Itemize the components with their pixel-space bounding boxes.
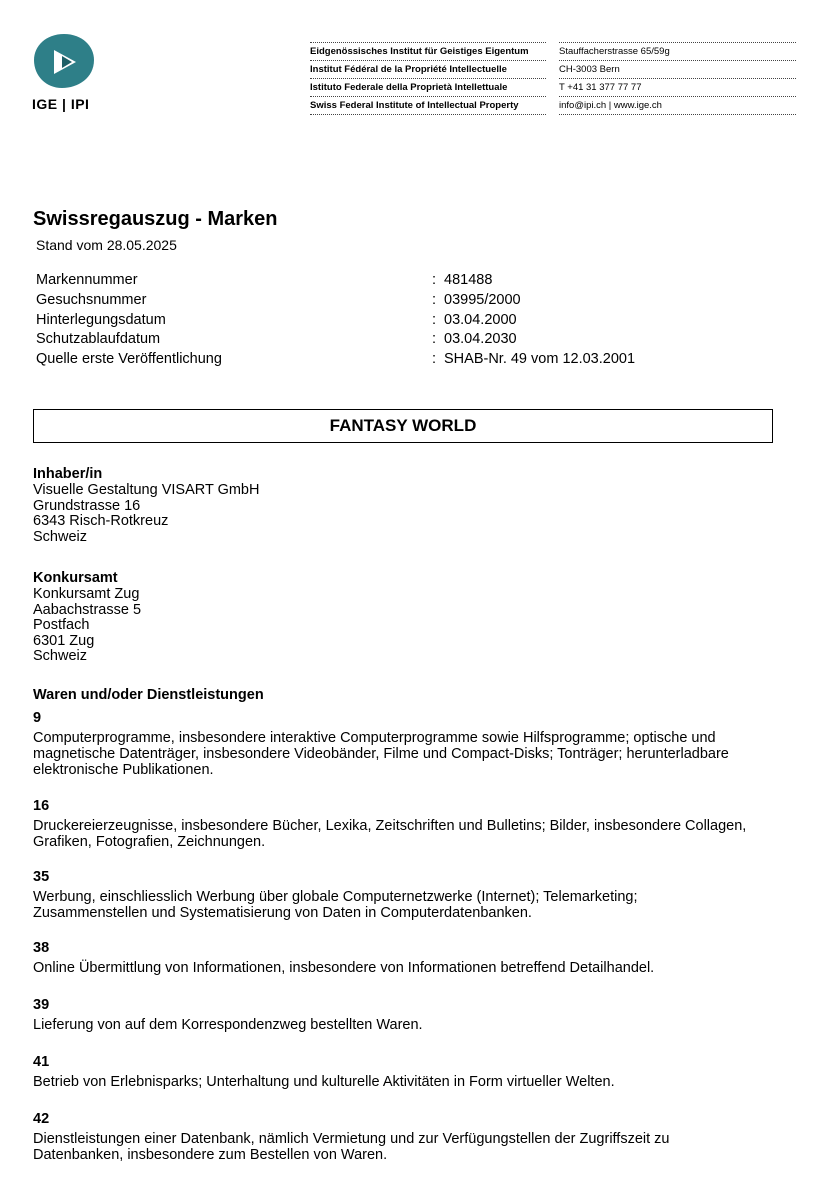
owner-section — [33, 466, 793, 545]
owner-line: 6343 Risch-Rotkreuz — [33, 513, 169, 529]
detail-colon: : — [432, 291, 437, 308]
detail-row — [36, 271, 736, 291]
class-line: Online Übermittlung von Informationen, insbesondere von Informationen betreffend Detailhandel. — [33, 960, 655, 976]
class-number: 35 — [33, 869, 50, 885]
detail-label: Hinterlegungsdatum — [36, 311, 166, 328]
class-line: Dienstleistungen einer Datenbank, nämlich Vermietung und zur Verfügungstellen der Zugriffszeit zu — [33, 1131, 670, 1147]
goods-class — [33, 1054, 803, 1090]
owner-line: Schweiz — [33, 528, 87, 545]
detail-label: Schutzablaufdatum — [36, 331, 161, 348]
class-number: 38 — [33, 940, 50, 956]
goods-class — [33, 1111, 803, 1163]
institute-address — [559, 42, 796, 115]
class-number: 9 — [33, 710, 42, 726]
bankruptcy-section — [33, 570, 793, 665]
bankruptcy-line: Postfach — [33, 617, 90, 633]
detail-colon: : — [432, 351, 437, 367]
detail-value: SHAB-Nr. 49 vom 12.03.2001 — [444, 351, 636, 367]
address-street: Stauffacherstrasse 65/59g — [559, 43, 796, 61]
detail-row — [36, 311, 736, 331]
institute-name-de: Eidgenössisches Institut für Geistiges Eigentum — [310, 43, 546, 61]
institute-name-en: Swiss Federal Institute of Intellectual Property — [310, 97, 546, 115]
institute-name-fr: Institut Fédéral de la Propriété Intellectuelle — [310, 61, 546, 79]
class-line: Zusammenstellen und Systematisierung von Daten in Computerdatenbanken. — [33, 905, 532, 921]
class-number: 39 — [33, 997, 50, 1013]
bankruptcy-line: Schweiz — [33, 648, 87, 664]
goods-class — [33, 710, 803, 778]
address-contact: info@ipi.ch | www.ige.ch — [559, 97, 796, 115]
goods-class — [33, 997, 803, 1033]
institute-name-it: Istituto Federale della Proprietà Intellettuale — [310, 79, 546, 97]
goods-class — [33, 869, 803, 921]
detail-label: Markennummer — [36, 272, 138, 288]
institute-names — [310, 42, 546, 115]
bankruptcy-heading: Konkursamt — [33, 570, 118, 586]
class-line: magnetische Datenträger, insbesondere Videobänder, Filme und Compact-Disks; Tonträger; herunterladbare — [33, 746, 729, 762]
class-number: 16 — [33, 798, 50, 814]
detail-row — [36, 330, 736, 350]
detail-row — [36, 291, 736, 311]
class-number: 41 — [33, 1054, 50, 1070]
owner-line: Grundstrasse 16 — [33, 497, 141, 514]
address-city: CH-3003 Bern — [559, 61, 796, 79]
detail-value: 481488 — [444, 272, 493, 288]
goods-heading-text: Waren und/oder Dienstleistungen — [33, 687, 264, 703]
detail-colon: : — [432, 331, 437, 348]
owner-line: Visuelle Gestaltung VISART GmbH — [33, 482, 260, 498]
bankruptcy-line: Konkursamt Zug — [33, 586, 140, 602]
detail-label: Quelle erste Veröffentlichung — [36, 351, 222, 367]
goods-class — [33, 940, 803, 976]
detail-colon: : — [432, 272, 437, 288]
class-line: Computerprogramme, insbesondere interaktive Computerprogramme sowie Hilfsprogramme; optische und — [33, 730, 716, 746]
class-line: elektronische Publikationen. — [33, 762, 214, 778]
class-line: Werbung, einschliesslich Werbung über globale Computernetzwerke (Internet); Telemarketing; — [33, 889, 638, 905]
detail-value: 03.04.2030 — [444, 331, 517, 348]
bankruptcy-line: 6301 Zug — [33, 632, 95, 649]
detail-label: Gesuchsnummer — [36, 291, 147, 308]
goods-heading — [33, 687, 793, 704]
logo-wordmark: IGE | IPI — [32, 96, 90, 112]
detail-colon: : — [432, 311, 437, 328]
trademark-details — [36, 271, 736, 370]
address-phone: T +41 31 377 77 77 — [559, 79, 796, 97]
document-title: Swissregauszug - Marken — [33, 208, 278, 230]
brand-name-box — [33, 409, 773, 443]
class-line: Lieferung von auf dem Korrespondenzweg bestellten Waren. — [33, 1017, 423, 1033]
ige-logo-icon — [32, 32, 96, 90]
class-line: Betrieb von Erlebnisparks; Unterhaltung und kulturelle Aktivitäten in Form virtueller Welten. — [33, 1074, 615, 1090]
detail-value: 03.04.2000 — [444, 311, 517, 328]
brand-name: FANTASY WORLD — [329, 416, 477, 435]
class-line: Grafiken, Fotografien, Zeichnungen. — [33, 834, 266, 850]
detail-row — [36, 350, 736, 370]
document-date: Stand vom 28.05.2025 — [36, 237, 177, 253]
bankruptcy-line: Aabachstrasse 5 — [33, 601, 142, 618]
class-line: Datenbanken, insbesondere zum Bestellen von Waren. — [33, 1147, 388, 1163]
class-number: 42 — [33, 1111, 50, 1127]
detail-value: 03995/2000 — [444, 291, 521, 308]
class-line: Druckereierzeugnisse, insbesondere Bücher, Lexika, Zeitschriften und Bulletins; Bilder, insbesondere Collagen, — [33, 818, 747, 834]
owner-heading: Inhaber/in — [33, 466, 103, 482]
goods-class — [33, 798, 803, 850]
